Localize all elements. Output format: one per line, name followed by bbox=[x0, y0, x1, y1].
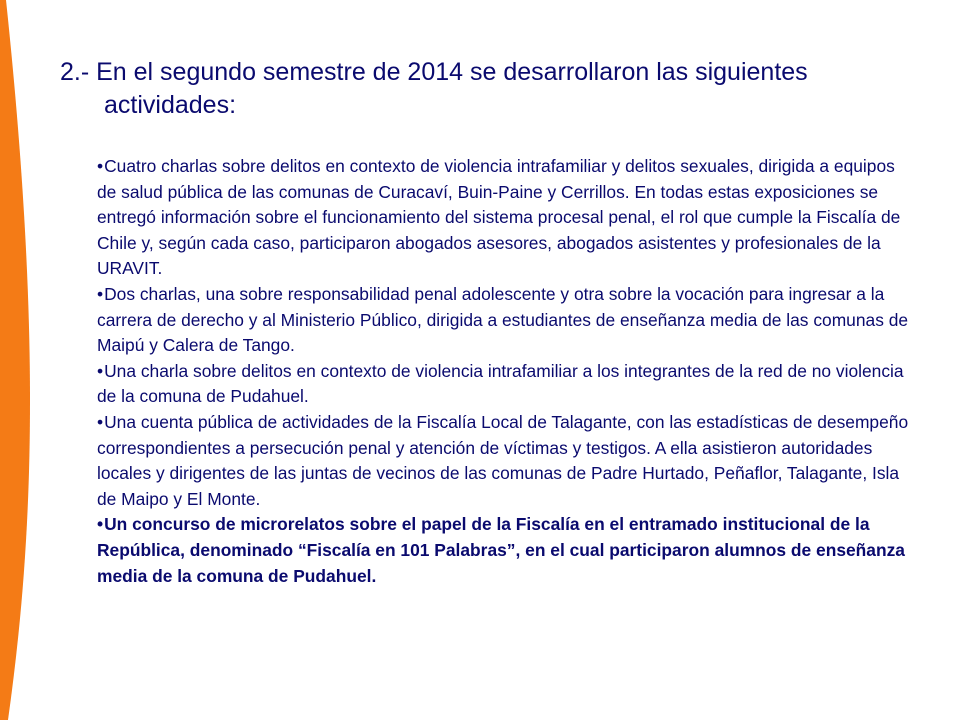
activity-list bbox=[97, 154, 917, 589]
list-item-text: Una cuenta pública de actividades de la Fiscalía Local de Talagante, con las estadísticas de desempeño correspondientes a persecución penal y atención de víctimas y testigos. A ella asistieron autoridades locales y dirigentes de las juntas de vecinos de las comunas de Padre Hurtado, Peñaflor, Talagante, Isla de Maipo y El Monte. bbox=[97, 411, 909, 509]
bullet-mark: • bbox=[97, 283, 104, 304]
bullet-mark: • bbox=[97, 514, 104, 535]
list-item-text: Cuatro charlas sobre delitos en contexto de violencia intrafamiliar y delitos sexuales, dirigida a equipos de salud pública de las comunas de Curacaví, Buin-Paine y Cerrillos. En todas estas exposiciones se entregó información sobre el funcionamiento del sistema procesal penal, el rol que cumple la Fiscalía de Chile y, según cada caso, participaron abogados asesores, abogados asistentes y profesionales de la URAVIT. bbox=[97, 156, 901, 279]
title-line-2: actividades: bbox=[104, 91, 237, 119]
list-item bbox=[97, 359, 917, 410]
list-item-highlighted bbox=[97, 512, 917, 589]
list-item bbox=[97, 282, 917, 359]
bullet-mark: • bbox=[97, 360, 104, 381]
list-item bbox=[97, 154, 917, 282]
bullet-mark: • bbox=[97, 411, 104, 432]
page-title bbox=[60, 56, 920, 122]
title-line-1: 2.- En el segundo semestre de 2014 se desarrollaron las siguientes bbox=[60, 58, 808, 86]
list-item-text: Un concurso de microrelatos sobre el papel de la Fiscalía en el entramado institucional de la República, denominado “Fiscalía en 101 Palabras”, en el cual participaron alumnos de enseñanza media de la comuna de Pudahuel. bbox=[97, 514, 905, 586]
list-item-text: Una charla sobre delitos en contexto de violencia intrafamiliar a los integrantes de la red de no violencia de la comuna de Pudahuel. bbox=[97, 360, 904, 407]
list-item-text: Dos charlas, una sobre responsabilidad penal adolescente y otra sobre la vocación para ingresar a la carrera de derecho y al Ministerio Público, dirigida a estudiantes de enseñanza media de las comunas de Maipú y Calera de Tango. bbox=[97, 283, 909, 356]
orange-accent-arc bbox=[0, 0, 60, 720]
list-item bbox=[97, 410, 917, 512]
bullet-mark: • bbox=[97, 156, 104, 176]
